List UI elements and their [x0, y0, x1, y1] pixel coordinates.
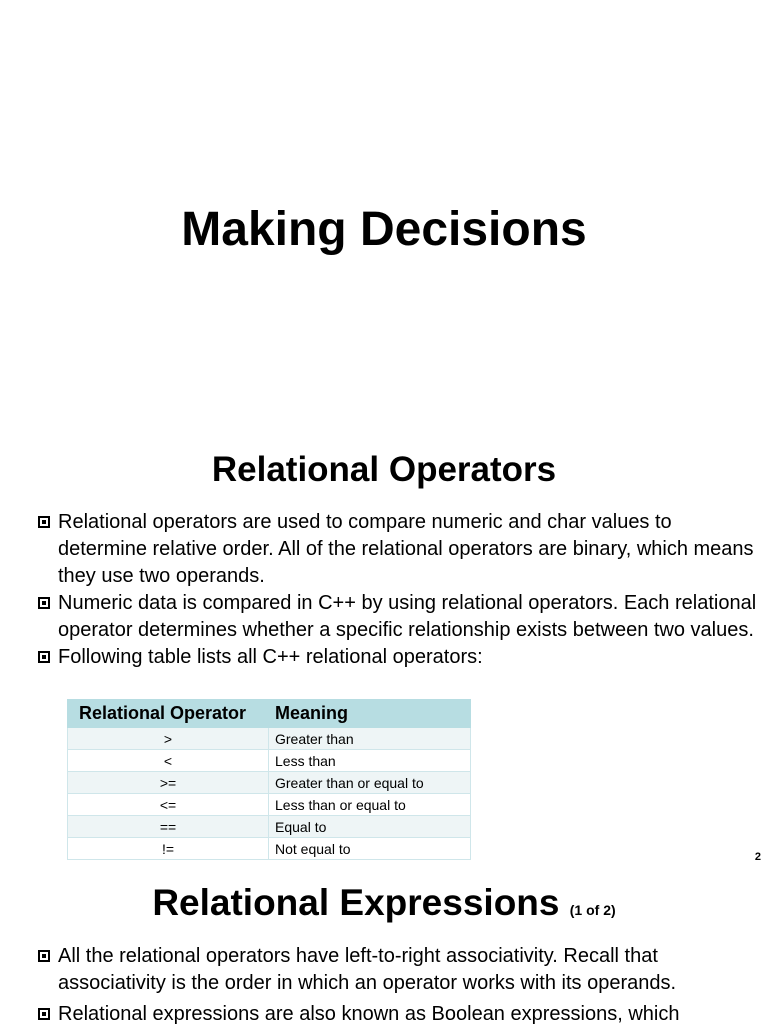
slide-title-relational-operators: Relational Operators [211, 450, 557, 489]
meaning-cell: Less than [269, 750, 471, 772]
slide-title-making-decisions: Making Decisions [181, 203, 587, 256]
meaning-cell: Equal to [269, 816, 471, 838]
list-item [36, 590, 760, 644]
bullet-text: Following table lists all C++ relational operators: [58, 646, 483, 668]
meaning-cell: Greater than [269, 728, 471, 750]
column-header-operator: Relational Operator [68, 700, 269, 728]
bullet-text: Relational expressions are also known as Boolean expressions, which [58, 1003, 680, 1025]
bullet-text: All the relational operators have left-to-right associativity. Recall that associativity is the order in which an operator works with its operands. [58, 945, 677, 994]
table-row [68, 750, 471, 772]
operator-cell: >= [68, 772, 269, 794]
operator-cell: < [68, 750, 269, 772]
square-bullet-icon [38, 516, 50, 528]
table-row [68, 728, 471, 750]
operator-cell: != [68, 838, 269, 860]
bullet-list-relational-expressions [36, 943, 760, 1028]
square-bullet-icon [38, 1008, 50, 1020]
title-suffix: (1 of 2) [569, 902, 616, 918]
table-row [68, 838, 471, 860]
page-number: 2 [754, 851, 761, 863]
square-bullet-icon [38, 950, 50, 962]
table-row [68, 816, 471, 838]
column-header-meaning: Meaning [269, 700, 471, 728]
list-item [36, 943, 760, 997]
relational-operators-table [67, 699, 471, 860]
table-header-row [68, 700, 471, 728]
square-bullet-icon [38, 597, 50, 609]
table-row [68, 794, 471, 816]
bullet-text: Relational operators are used to compare numeric and char values to determine relative order. All of the relational operators are binary, which means they use two operands. [58, 511, 754, 587]
meaning-cell: Less than or equal to [269, 794, 471, 816]
operator-cell: <= [68, 794, 269, 816]
title-text: Relational Expressions [152, 882, 560, 923]
table-row [68, 772, 471, 794]
square-bullet-icon [38, 651, 50, 663]
list-item [36, 644, 760, 671]
list-item [36, 509, 760, 590]
meaning-cell: Not equal to [269, 838, 471, 860]
meaning-cell: Greater than or equal to [269, 772, 471, 794]
slide-title-relational-expressions [0, 880, 768, 933]
bullet-list-relational-operators [36, 509, 760, 671]
operator-cell: == [68, 816, 269, 838]
bullet-text: Numeric data is compared in C++ by using relational operators. Each relational operator determines whether a specific relationship exists between two values. [58, 592, 757, 641]
operator-cell: > [68, 728, 269, 750]
